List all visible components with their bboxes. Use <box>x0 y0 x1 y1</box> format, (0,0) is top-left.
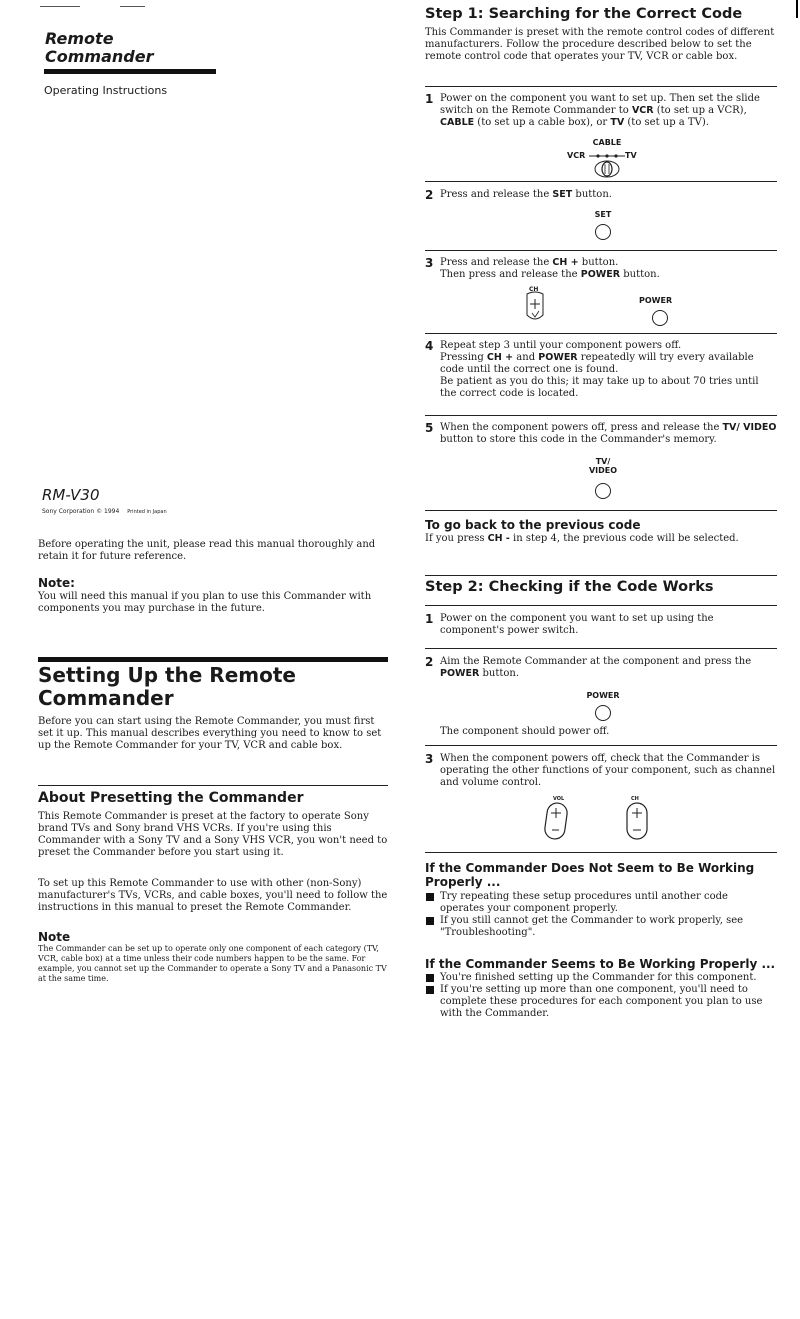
step1-item-3-text: Press and release the CH + button. Then press and release the POWER button. <box>440 257 660 280</box>
scan-mark-top <box>40 6 80 7</box>
goback-rule <box>425 510 777 511</box>
set-button-icon <box>595 224 611 240</box>
scan-mark-right <box>796 0 798 18</box>
presetting-para1: This Remote Commander is preset at the factory to operate Sony brand TVs and Sony brand VHS VCRs. If you're using this Commander with a Sony TV and a Sony VHS VCR, you won't need to preset the Commander before you start using it. <box>38 811 388 858</box>
ch-rocker-label: CH <box>631 796 639 802</box>
step2-item-3-text: When the component powers off, check that the Commander is operating the other functions of your component, such as channel and volume control. <box>440 753 776 788</box>
step-number: 2 <box>425 655 434 669</box>
set-button-label: SET <box>594 210 612 219</box>
step-number: 4 <box>425 339 434 353</box>
step1-heading: Step 1: Searching for the Correct Code <box>425 6 743 22</box>
slide-switch-icon <box>587 149 627 179</box>
notworking-heading: If the Commander Does Not Seem to Be Working Properly ... <box>425 861 755 889</box>
setup-heading-bar <box>38 657 388 662</box>
cover-title-line1: Remote <box>45 29 114 48</box>
power-button-label: POWER <box>586 691 620 700</box>
power-button-icon <box>595 705 611 721</box>
step2-rule-1 <box>425 605 777 606</box>
intro-note-heading: Note: <box>38 576 75 590</box>
step-number: 1 <box>425 92 434 106</box>
cover-title-bar <box>44 69 216 74</box>
step1-rule-1 <box>425 86 777 87</box>
power-button-label: POWER <box>639 296 673 305</box>
step2-item-1-text: Power on the component you want to set up using the component's power switch. <box>440 613 714 636</box>
step2-item-3 <box>425 753 777 848</box>
step-number: 5 <box>425 421 434 435</box>
step1-intro: This Commander is preset with the remote control codes of different manufacturers. Follow the procedure described below to set the remote control code that operates your TV, VCR or cable box. <box>425 27 775 62</box>
list-item: Try repeating these setup procedures until another code operates your component properly. <box>425 891 765 915</box>
step1-rule-3 <box>425 250 777 251</box>
switch-label-cable: CABLE <box>592 138 622 147</box>
goback-heading: To go back to the previous code <box>425 518 641 532</box>
step1-item-4-text: Repeat step 3 until your component powers off. Pressing CH + and POWER repeatedly will try every available code until the correct one is found. Be patient as you do this; it may take up to about 70 tries until the correct code is located. <box>440 340 759 399</box>
scan-mark-top-2 <box>120 6 145 7</box>
printed-in: Printed in Japan <box>127 509 167 515</box>
power-button-icon <box>652 310 668 326</box>
step1-item-2-text: Press and release the SET button. <box>440 189 612 200</box>
step1-item-5-text: When the component powers off, press and release the TV/ VIDEO button to store this code in the Commander's memory. <box>440 422 777 445</box>
cover-subtitle: Operating Instructions <box>44 84 168 97</box>
goback-text: If you press CH - in step 4, the previous code will be selected. <box>425 533 739 544</box>
setup-heading: Setting Up the Remote Commander <box>38 663 296 710</box>
step2-rule-top <box>425 575 777 576</box>
step1-item-1 <box>425 93 777 183</box>
model-number: RM-V30 <box>42 486 100 504</box>
intro-text: Before operating the unit, please read this manual thoroughly and retain it for future reference. <box>38 539 376 562</box>
step1-rule-2 <box>425 181 777 182</box>
step2-item-2-after: The component should power off. <box>440 726 610 737</box>
switch-label-tv: TV <box>625 151 637 160</box>
step-number: 3 <box>425 256 434 270</box>
vol-rocker-icon <box>543 801 569 841</box>
presetting-rule <box>38 785 388 786</box>
step-number: 2 <box>425 188 434 202</box>
corporation-line <box>42 508 167 515</box>
step2-rule-3 <box>425 745 777 746</box>
notworking-rule <box>425 852 777 853</box>
corporation: Sony Corporation © 1994 <box>42 508 120 515</box>
step2-item-2-text: Aim the Remote Commander at the component and press the POWER button. <box>440 656 752 679</box>
cover-title-line2: Commander <box>45 47 154 66</box>
tv-video-button-label: TV/ VIDEO <box>588 457 618 475</box>
step2-rule-2 <box>425 648 777 649</box>
ch-rocker-icon <box>624 801 650 841</box>
list-item: You're finished setting up the Commander for this component. <box>425 972 770 984</box>
step2-heading: Step 2: Checking if the Code Works <box>425 579 714 595</box>
presetting-note-text: The Commander can be set up to operate only one component of each category (TV, VCR, cable box) at a time unless their code numbers happen to be the same. For example, you cannot set up the Commander to operate a Sony TV and a Panasonic TV at the same time. <box>38 944 387 983</box>
step2-item-2 <box>425 656 777 744</box>
switch-label-vcr: VCR <box>567 151 586 160</box>
tv-video-button-icon <box>595 483 611 499</box>
intro-note-text: You will need this manual if you plan to use this Commander with components you may purchase in the future. <box>38 591 372 614</box>
step1-rule-5 <box>425 415 777 416</box>
step2-item-1 <box>425 613 777 643</box>
vol-button-label: VOL <box>553 796 565 802</box>
setup-text: Before you can start using the Remote Commander, you must first set it up. This manual describes everything you need to know to set up the Remote Commander for your TV, VCR and cable box. <box>38 716 382 751</box>
list-item: If you're setting up more than one component, you'll need to complete these procedures for each component you plan to use with the Commander. <box>425 984 770 1020</box>
working-heading: If the Commander Seems to Be Working Properly ... <box>425 957 776 971</box>
step1-rule-4 <box>425 333 777 334</box>
step1-item-5 <box>425 422 777 507</box>
ch-plus-button-icon <box>523 291 547 327</box>
working-list <box>425 972 770 1020</box>
step-number: 3 <box>425 752 434 766</box>
presetting-heading: About Presetting the Commander <box>38 790 304 806</box>
step1-item-4 <box>425 340 777 410</box>
step1-item-2 <box>425 189 777 249</box>
ch-button-label: CH <box>529 286 539 293</box>
list-item: If you still cannot get the Commander to work properly, see "Troubleshooting". <box>425 915 765 939</box>
presetting-note-heading: Note <box>38 930 71 944</box>
step-number: 1 <box>425 612 434 626</box>
step1-item-3 <box>425 257 777 332</box>
cover-title <box>45 30 153 66</box>
step1-item-1-text: Power on the component you want to set up. Then set the slide switch on the Remote Commander to VCR (to set up a VCR), CABLE (to set up a cable box), or TV (to set up a TV). <box>440 93 760 128</box>
notworking-list <box>425 891 765 939</box>
presetting-para2: To set up this Remote Commander to use with other (non-Sony) manufacturer's TVs, VCRs, and cable boxes, you'll need to follow the instructions in this manual to preset the Remote Commander. <box>38 878 388 913</box>
